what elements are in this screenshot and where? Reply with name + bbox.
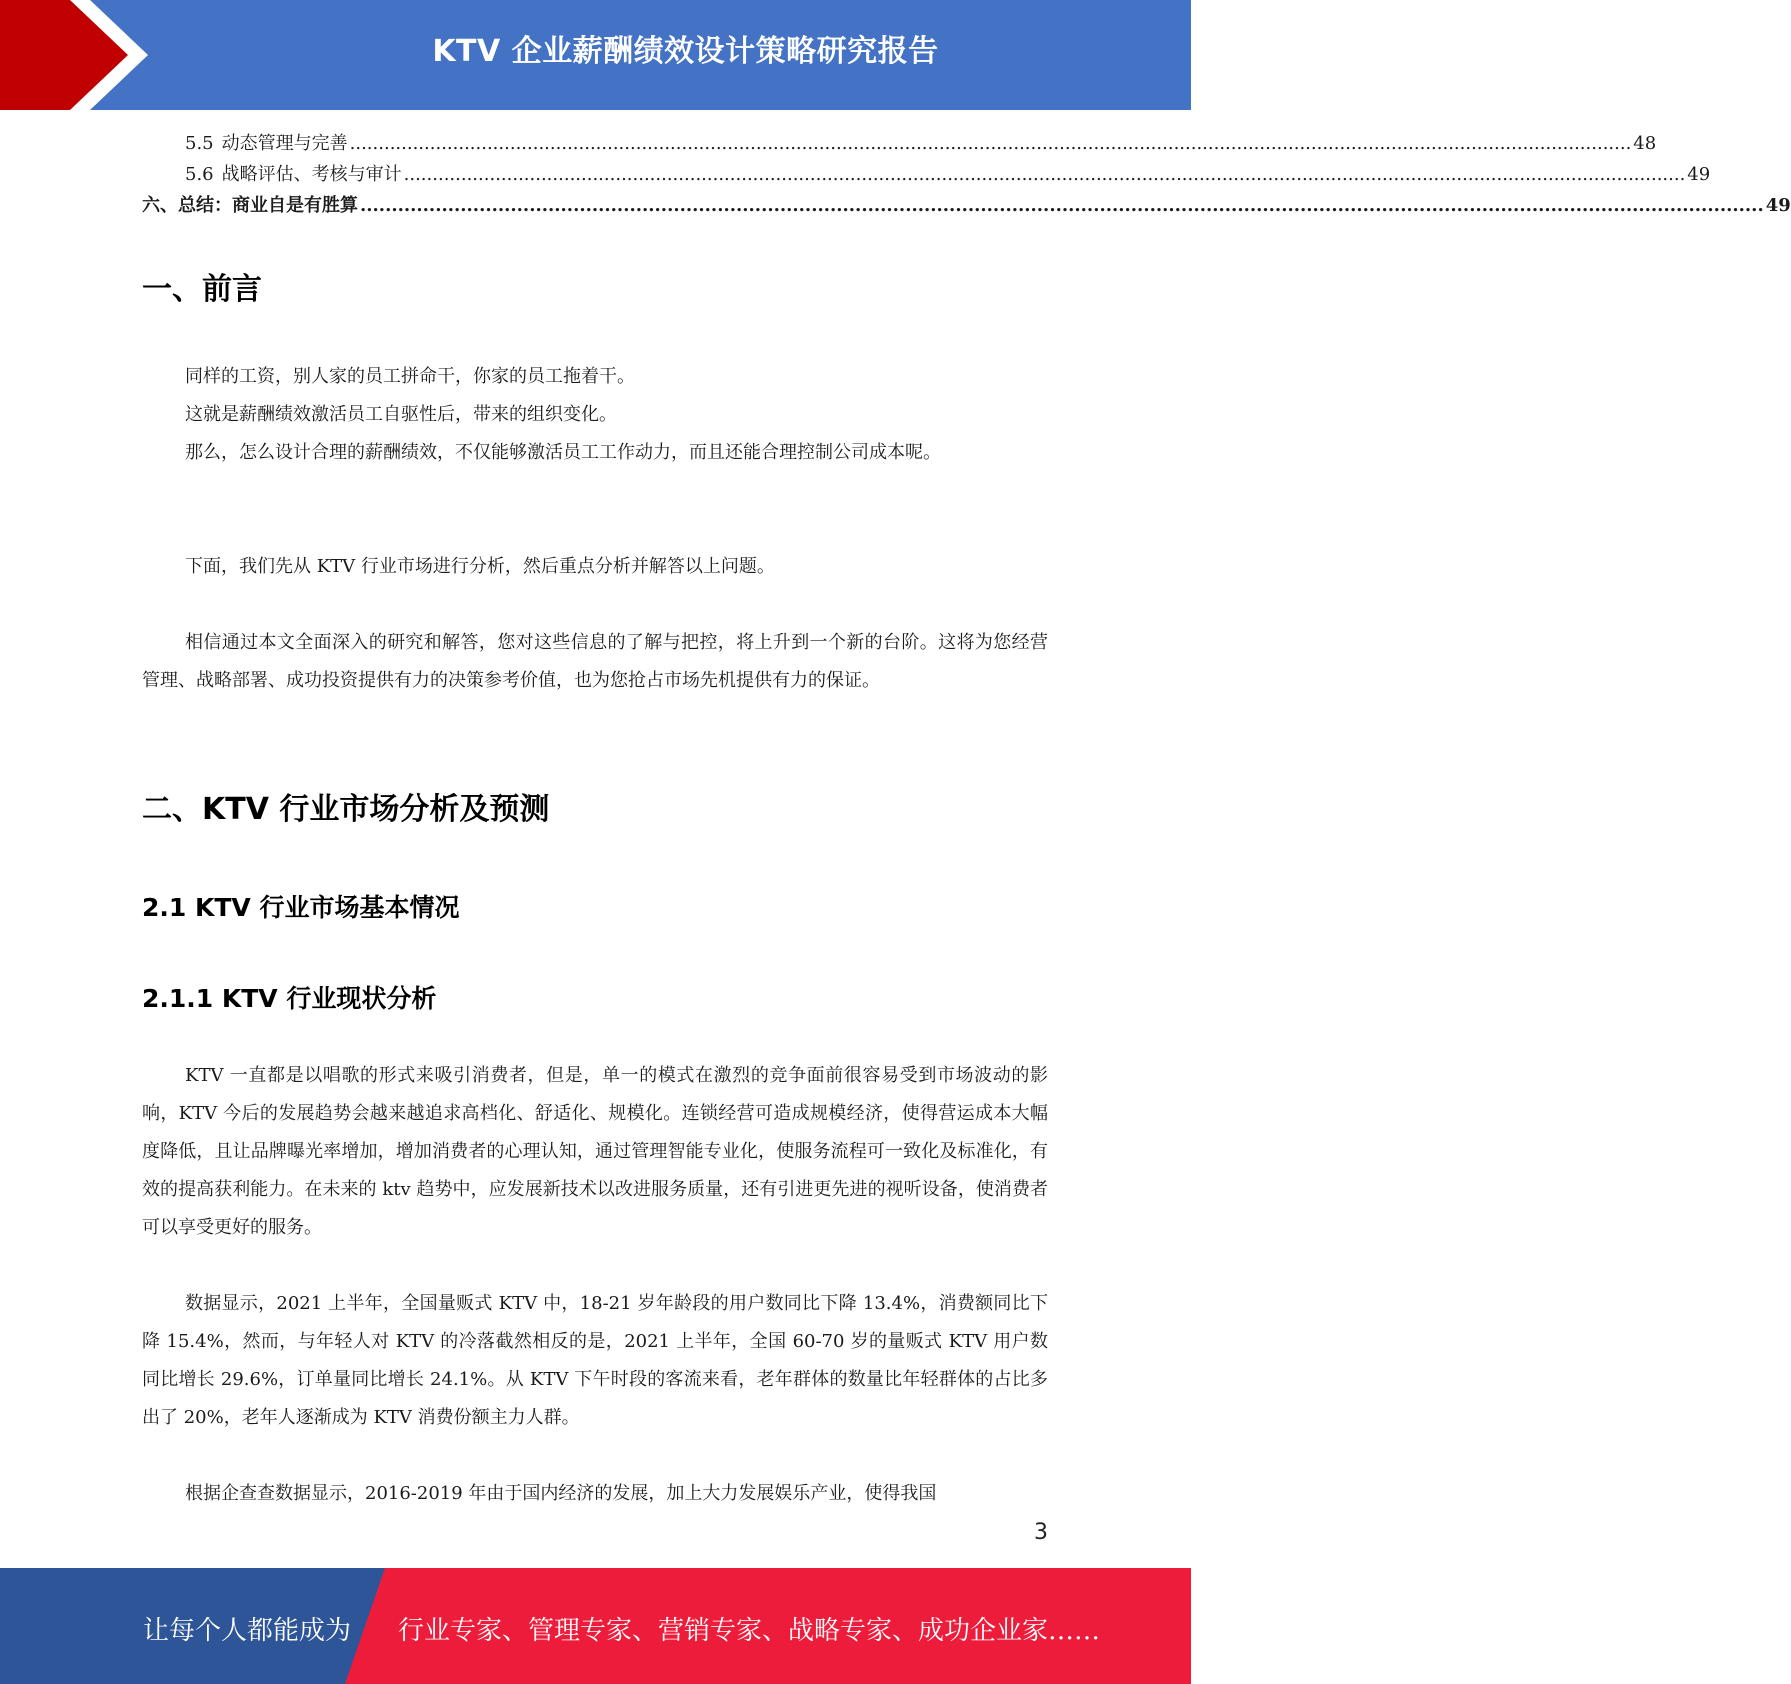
subsection-2-1-1-heading: 2.1.1 KTV 行业现状分析 xyxy=(142,984,437,1013)
toc-leader-dots: ................................................................................................................................................................................................................................ xyxy=(349,133,1632,154)
section-1-heading: 一、前言 xyxy=(142,272,262,307)
toc-leader-dots: ................................................................................................................................................................................................................................ xyxy=(403,164,1686,185)
page-number: 3 xyxy=(1034,1520,1048,1545)
header-chevron-decoration xyxy=(0,0,160,110)
paragraph: 根据企查查数据显示，2016-2019 年由于国内经济的发展，加上大力发展娱乐产业，使得我国 xyxy=(185,1483,937,1504)
toc-page-number: 48 xyxy=(1633,133,1657,154)
paragraph: 同样的工资，别人家的员工拼命干，你家的员工拖着干。 xyxy=(185,366,635,387)
section-2-heading: 二、KTV 行业市场分析及预测 xyxy=(142,792,550,827)
page-header xyxy=(0,0,1191,110)
paragraph: 这就是薪酬绩效激活员工自驱性后，带来的组织变化。 xyxy=(185,404,617,425)
toc-label: 总结：商业自是有胜算 xyxy=(178,195,358,216)
subsection-2-1-heading: 2.1 KTV 行业市场基本情况 xyxy=(142,893,460,922)
paragraph: 数据显示，2021 上半年，全国量贩式 KTV 中，18-21 岁年龄段的用户数同比下降 13.4%，消费额同比下降 15.4%，然而，与年轻人对 KTV 的冷落截然相反的是，2021 上半年，全国 60-70 岁的量贩式 KTV 用户数同比增长 29.6%，订单量同比增长 24.1%。从 KTV 下午时段的客流来看，老年群体的数量比年轻群体的占比多出了 20%，老年人逐渐成为 KTV 消费份额主力人群。 xyxy=(142,1293,1048,1428)
footer-slogan-left: 让每个人都能成为 xyxy=(143,1616,352,1646)
toc-leader-dots: ................................................................................................................................................................................................................................ xyxy=(360,195,1764,216)
paragraph: KTV 一直都是以唱歌的形式来吸引消费者，但是，单一的模式在激烈的竞争面前很容易受到市场波动的影响，KTV 今后的发展趋势会越来越追求高档化、舒适化、规模化。连锁经营可造成规模经济，使得营运成本大幅度降低，且让品牌曝光率增加，增加消费者的心理认知，通过管理智能专业化，使服务流程可一致化及标准化，有效的提高获利能力。在未来的 ktv 趋势中，应发展新技术以改进服务质量，还有引进更先进的视听设备，使消费者可以享受更好的服务。 xyxy=(142,1065,1048,1238)
toc-number: 5.6 xyxy=(185,164,214,185)
paragraph: 下面，我们先从 KTV 行业市场进行分析，然后重点分析并解答以上问题。 xyxy=(185,556,775,577)
toc-page-number: 49 xyxy=(1687,164,1711,185)
page-footer xyxy=(0,1568,1191,1684)
toc-label: 动态管理与完善 xyxy=(221,133,348,154)
toc-entry-6[interactable] xyxy=(142,191,1791,222)
toc-number: 六、 xyxy=(142,195,178,216)
toc-number: 5.5 xyxy=(185,133,214,154)
footer-slogan-right: 行业专家、管理专家、营销专家、战略专家、成功企业家…… xyxy=(398,1616,1101,1646)
table-of-contents xyxy=(142,129,1791,222)
paragraph: 那么，怎么设计合理的薪酬绩效，不仅能够激活员工工作动力，而且还能合理控制公司成本呢。 xyxy=(185,442,941,463)
toc-entry-5-5[interactable] xyxy=(142,129,1657,160)
header-title: KTV 企业薪酬绩效设计策略研究报告 xyxy=(432,34,939,69)
toc-page-number: 49 xyxy=(1765,195,1791,216)
paragraph: 相信通过本文全面深入的研究和解答，您对这些信息的了解与把控，将上升到一个新的台阶。这将为您经营管理、战略部署、成功投资提供有力的决策参考价值，也为您抢占市场先机提供有力的保证。 xyxy=(142,632,1048,691)
toc-label: 战略评估、考核与审计 xyxy=(221,164,402,185)
toc-entry-5-6[interactable] xyxy=(142,160,1711,191)
